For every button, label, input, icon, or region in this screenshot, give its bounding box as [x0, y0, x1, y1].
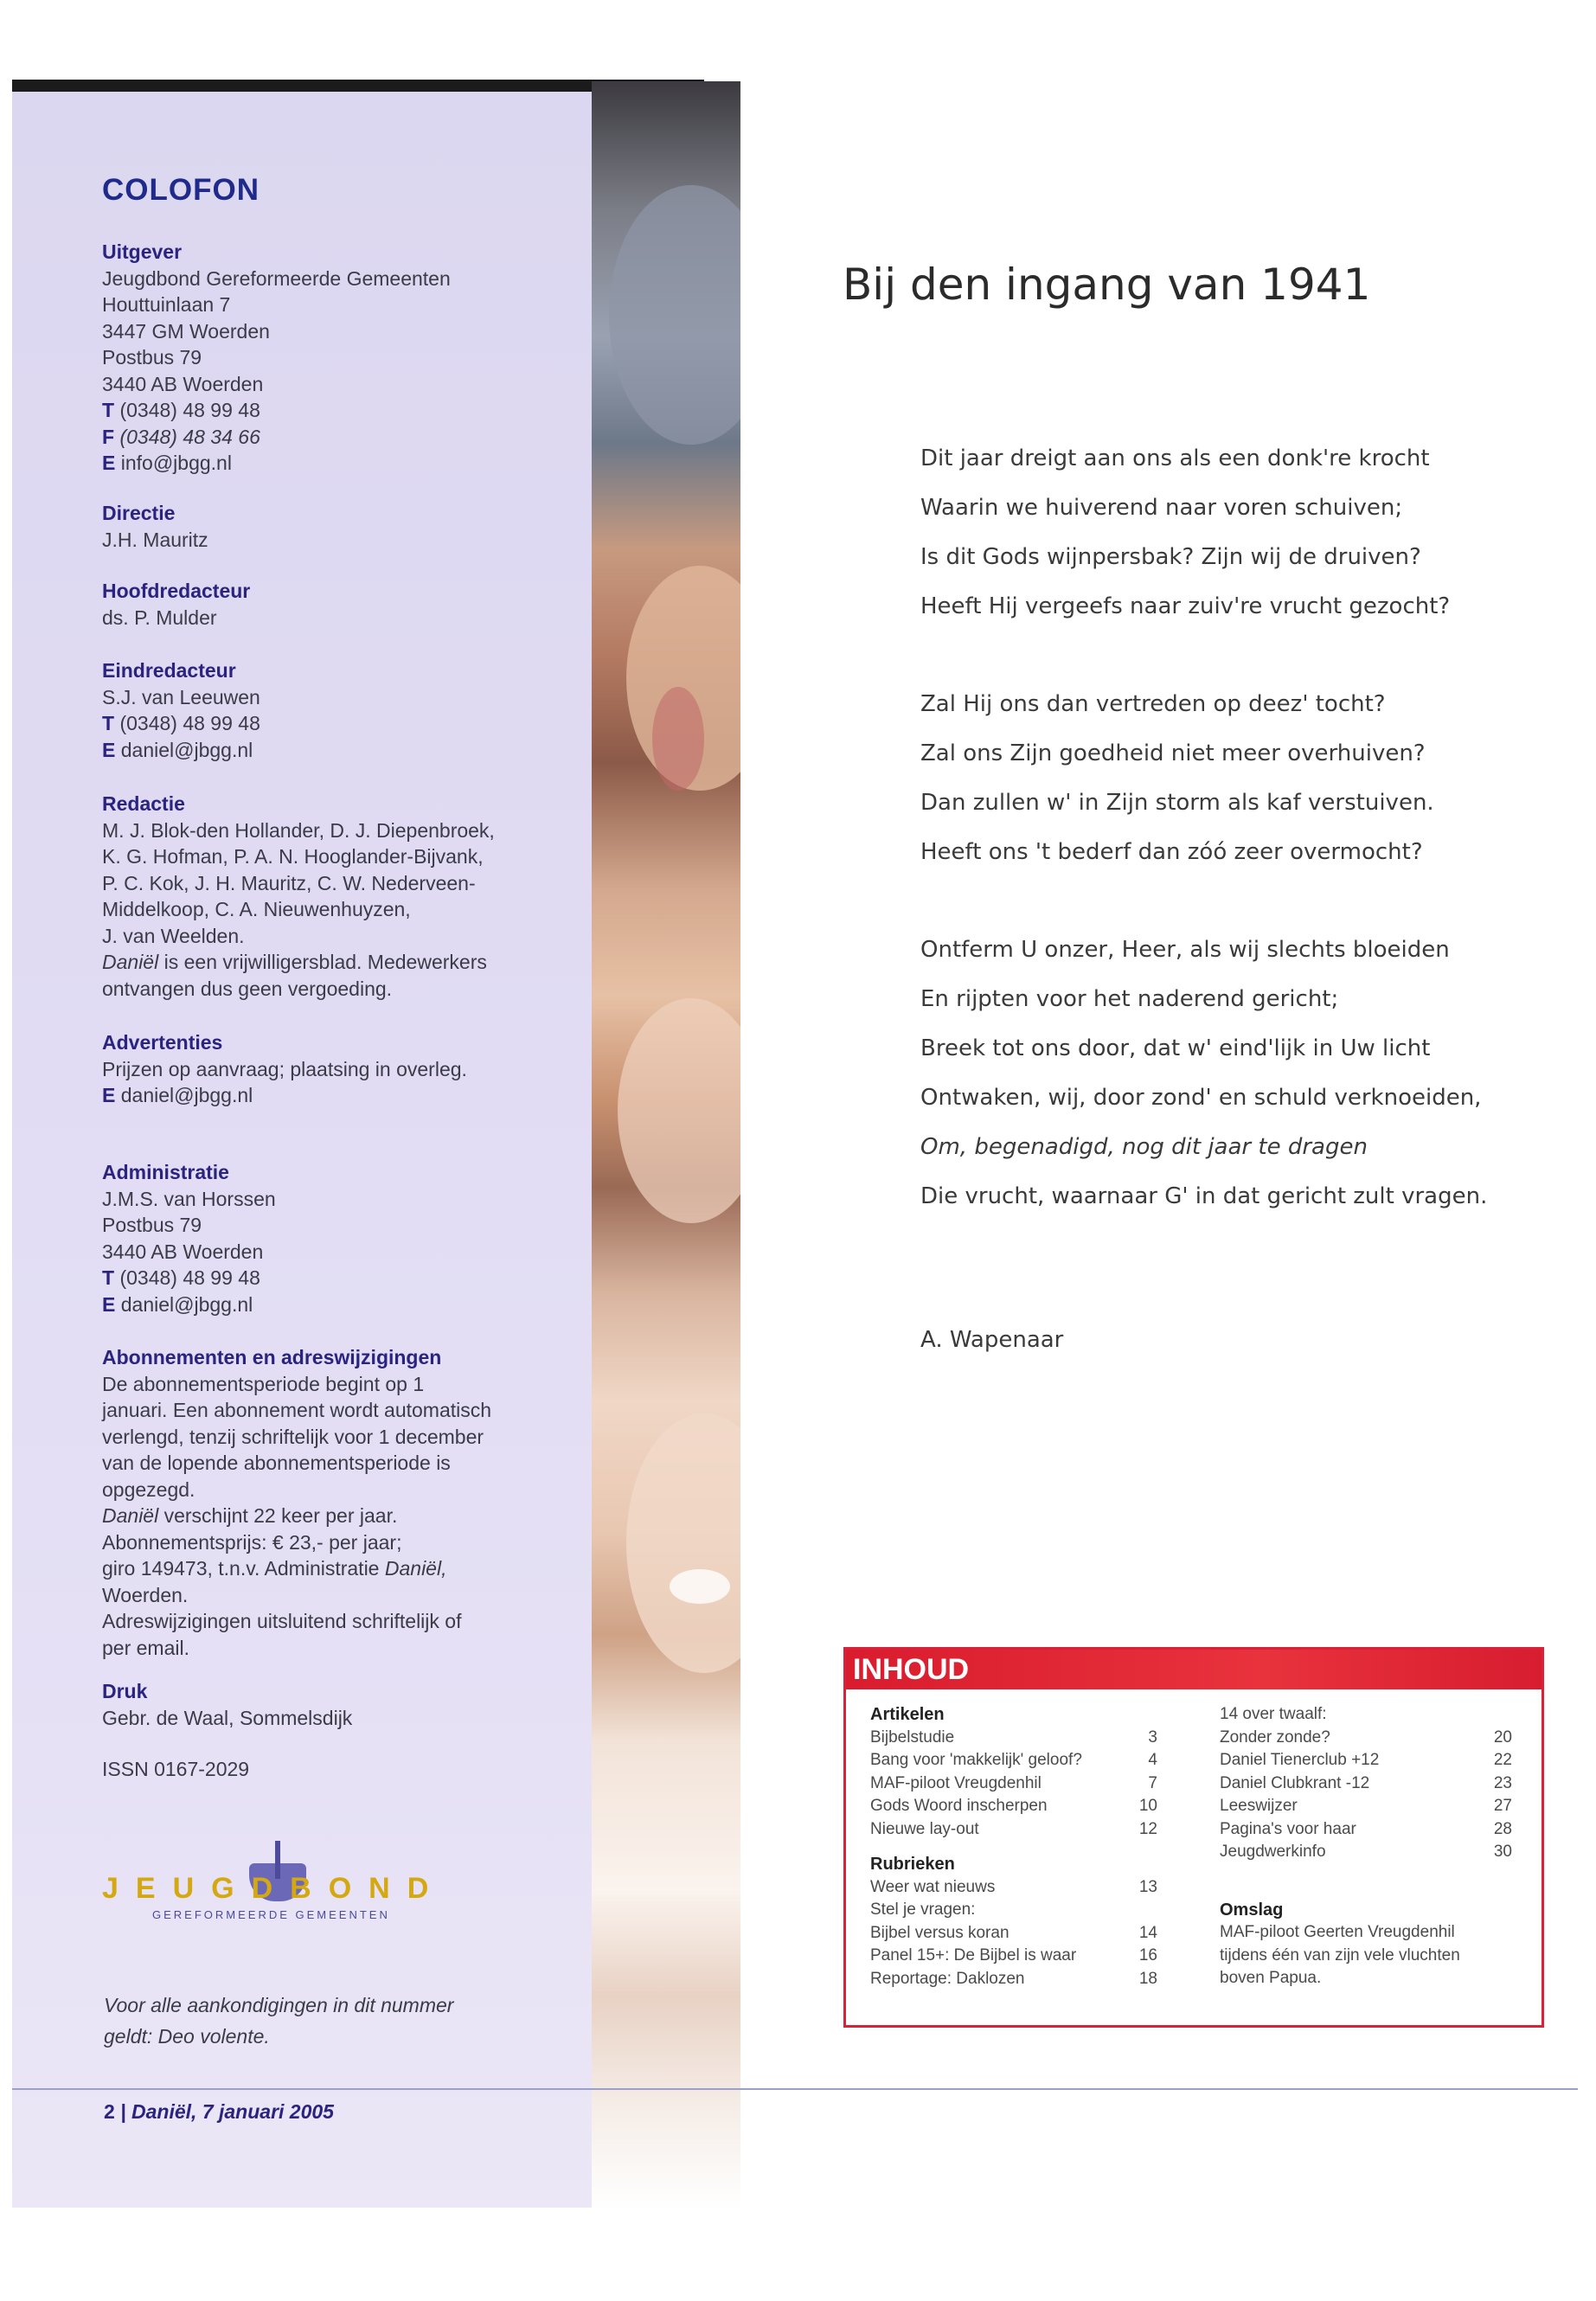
- abonnementen-frequency: [102, 1503, 586, 1529]
- magazine-name: Daniël,: [384, 1557, 447, 1580]
- toc-item[interactable]: [1220, 1841, 1512, 1864]
- email-label: E: [102, 1084, 116, 1106]
- directie-block: [102, 500, 569, 553]
- logo-wordmark: JEUGDBOND: [102, 1872, 446, 1905]
- toc-item-page: 30: [1493, 1843, 1512, 1861]
- advertenties-heading: Advertenties: [102, 1031, 223, 1054]
- hoofdredacteur-block: [102, 578, 569, 631]
- notice-line: Voor alle aankondigingen in dit nummer: [104, 1994, 454, 2016]
- colofon-title: COLOFON: [102, 173, 260, 207]
- phone-number: (0348) 48 99 48: [119, 712, 260, 734]
- abonnementen-line: januari. Een abonnement wordt automatisch: [102, 1399, 492, 1421]
- omslag-line: MAF-piloot Geerten Vreugdenhil: [1220, 1923, 1455, 1941]
- advertenties-text: Prijzen op aanvraag; plaatsing in overleg.: [102, 1057, 467, 1080]
- cover-photo-strip: [592, 81, 740, 2209]
- uitgever-email: [102, 450, 569, 477]
- redactie-line: J. van Weelden.: [102, 924, 245, 947]
- abonnementen-price: Abonnementsprijs: € 23,- per jaar;: [102, 1530, 402, 1554]
- page-folio: [104, 2100, 334, 2124]
- druk-block: [102, 1678, 569, 1731]
- toc-item-label: Pagina's voor haar: [1220, 1819, 1356, 1838]
- poem-title: Bij den ingang van 1941: [843, 260, 1371, 310]
- notice-line: geldt: Deo volente.: [104, 2025, 270, 2048]
- administratie-heading: Administratie: [102, 1161, 229, 1183]
- poem-line: En rijpten voor het naderend gericht;: [920, 986, 1339, 1012]
- redactie-line: K. G. Hofman, P. A. N. Hooglander-Bijvank,: [102, 845, 484, 868]
- logo-subtitle: GEREFORMEERDE GEMEENTEN: [152, 1908, 390, 1921]
- toc-item[interactable]: [870, 1772, 1157, 1796]
- redactie-block: [102, 791, 569, 1002]
- toc-item[interactable]: [1220, 1795, 1512, 1818]
- toc-item-label: Bijbel versus koran: [870, 1923, 1010, 1942]
- toc-header: [846, 1650, 1542, 1689]
- eindredacteur-email: [102, 737, 569, 764]
- toc-item-label: Zonder zonde?: [1220, 1727, 1330, 1747]
- phone-number: (0348) 48 99 48: [119, 1266, 260, 1289]
- fax-number: (0348) 48 34 66: [119, 425, 260, 448]
- toc-item-label: Reportage: Daklozen: [870, 1969, 1025, 1988]
- toc-item-label: MAF-piloot Vreugdenhil: [870, 1773, 1042, 1792]
- email-label: E: [102, 452, 116, 474]
- magazine-name: Daniël: [102, 951, 159, 973]
- toc-section-heading: Omslag: [1220, 1900, 1284, 1920]
- toc-item-page: 12: [1138, 1819, 1157, 1838]
- eindredacteur-phone: [102, 710, 569, 737]
- toc-item-label: Panel 15+: De Bijbel is waar: [870, 1946, 1077, 1965]
- administratie-line: 3440 AB Woerden: [102, 1240, 264, 1263]
- poem-line: Die vrucht, waarnaar G' in dat gericht zult vragen.: [920, 1183, 1488, 1209]
- toc-item-label: Bijbelstudie: [870, 1727, 955, 1747]
- toc-item-page: 7: [1148, 1773, 1157, 1792]
- toc-item[interactable]: [870, 1876, 1157, 1900]
- toc-item-page: 23: [1493, 1773, 1512, 1792]
- redactie-heading: Redactie: [102, 792, 185, 815]
- poem-line: Is dit Gods wijnpersbak? Zijn wij de druiven?: [920, 544, 1421, 570]
- toc-item-label: Bang voor 'makkelijk' geloof?: [870, 1751, 1082, 1769]
- email-label: E: [102, 738, 116, 761]
- abonnementen-line: Adreswijzigingen uitsluitend schriftelijk of: [102, 1610, 462, 1632]
- redactie-line: P. C. Kok, J. H. Mauritz, C. W. Nederveen-: [102, 871, 476, 894]
- toc-item[interactable]: [870, 1727, 1157, 1750]
- toc-item-page: 28: [1493, 1819, 1512, 1838]
- uitgever-line: Jeugdbond Gereformeerde Gemeenten: [102, 266, 451, 290]
- toc-item-page: 20: [1493, 1727, 1512, 1747]
- toc-section-heading: Artikelen: [870, 1705, 945, 1724]
- redactie-line: M. J. Blok-den Hollander, D. J. Diepenbroek,: [102, 818, 495, 842]
- toc-item[interactable]: [870, 1945, 1157, 1968]
- toc-item[interactable]: [1220, 1727, 1512, 1750]
- phone-label: T: [102, 712, 115, 734]
- directie-heading: Directie: [102, 502, 176, 524]
- toc-right-column: [1220, 1703, 1512, 1990]
- magazine-name: Daniël: [102, 1504, 159, 1527]
- poem-stanza: [920, 434, 1450, 631]
- phone-number: (0348) 48 99 48: [119, 399, 260, 421]
- phone-label: T: [102, 1266, 115, 1289]
- druk-heading: Druk: [102, 1680, 148, 1702]
- issue-date: Daniël, 7 januari 2005: [131, 2100, 334, 2123]
- poem-line: Ontferm U onzer, Heer, als wij slechts bloeiden: [920, 937, 1450, 963]
- toc-item-page: 10: [1138, 1797, 1157, 1815]
- poem-line: Waarin we huiverend naar voren schuiven;: [920, 495, 1403, 521]
- administratie-line: Postbus 79: [102, 1214, 202, 1236]
- toc-item[interactable]: [870, 1818, 1157, 1842]
- poem-line: Zal ons Zijn goedheid niet meer overhuiven?: [920, 740, 1426, 766]
- phone-label: T: [102, 399, 115, 421]
- toc-item[interactable]: [1220, 1749, 1512, 1772]
- toc-item-page: 14: [1138, 1923, 1157, 1942]
- deo-volente-notice: [104, 1990, 554, 2052]
- uitgever-line: Houttuinlaan 7: [102, 293, 231, 316]
- abonnementen-line: Woerden.: [102, 1583, 189, 1606]
- giro-text: giro 149473, t.n.v. Administratie: [102, 1557, 385, 1580]
- toc-item[interactable]: [870, 1795, 1157, 1818]
- abonnementen-block: [102, 1344, 586, 1661]
- toc-item-label: 14 over twaalf:: [1220, 1705, 1327, 1723]
- poem-line: Dit jaar dreigt aan ons als een donk're krocht: [920, 445, 1430, 471]
- toc-item[interactable]: [1220, 1703, 1512, 1727]
- toc-item-label: Stel je vragen:: [870, 1900, 976, 1919]
- poem-author: A. Wapenaar: [920, 1327, 1064, 1353]
- email-label: E: [102, 1292, 116, 1316]
- abonnementen-line: per email.: [102, 1636, 189, 1659]
- toc-item[interactable]: [870, 1899, 1157, 1922]
- directie-name: J.H. Mauritz: [102, 528, 208, 551]
- abonnementen-line: De abonnementsperiode begint op 1: [102, 1372, 425, 1395]
- poem-stanza: [920, 926, 1487, 1221]
- issn: ISSN 0167-2029: [102, 1758, 250, 1780]
- email-link[interactable]: info@jbgg.nl: [120, 452, 232, 474]
- poem-line: Om, begenadigd, nog dit jaar te dragen: [920, 1134, 1368, 1160]
- table-of-contents: [843, 1647, 1544, 2028]
- abonnementen-giro: [102, 1555, 586, 1582]
- note-text: is een vrijwilligersblad. Medewerkers: [158, 951, 487, 973]
- uitgever-line: Postbus 79: [102, 346, 202, 369]
- toc-item[interactable]: [870, 1922, 1157, 1945]
- toc-item-page: 27: [1493, 1797, 1512, 1815]
- abonnementen-line: opgezegd.: [102, 1477, 195, 1501]
- administratie-block: [102, 1159, 569, 1317]
- frequency-text: verschijnt 22 keer per jaar.: [158, 1504, 398, 1527]
- toc-item-page: 13: [1138, 1877, 1157, 1896]
- email-link[interactable]: daniel@jbgg.nl: [120, 738, 253, 761]
- poem-line: Zal Hij ons dan vertreden op deez' tocht?: [920, 691, 1386, 717]
- email-link[interactable]: daniel@jbgg.nl: [120, 1292, 253, 1316]
- uitgever-phone: [102, 397, 569, 424]
- email-link[interactable]: daniel@jbgg.nl: [120, 1084, 253, 1106]
- folio-separator: |: [114, 2100, 132, 2123]
- poem-line: Breek tot ons door, dat w' eind'lijk in Uw licht: [920, 1035, 1431, 1061]
- toc-item-label: Daniel Clubkrant -12: [1220, 1773, 1370, 1792]
- toc-section-heading: Rubrieken: [870, 1855, 955, 1874]
- abonnementen-line: verlengd, tenzij schriftelijk voor 1 december: [102, 1425, 484, 1448]
- advertenties-block: [102, 1029, 569, 1109]
- toc-left-column: [870, 1703, 1157, 1990]
- uitgever-block: [102, 239, 569, 477]
- poem-line: Dan zullen w' in Zijn storm als kaf verstuiven.: [920, 790, 1434, 816]
- administratie-phone: [102, 1265, 569, 1292]
- eindredacteur-heading: Eindredacteur: [102, 659, 236, 682]
- toc-item-page: 3: [1148, 1727, 1157, 1747]
- toc-item[interactable]: [870, 1968, 1157, 1991]
- toc-item-label: Jeugdwerkinfo: [1220, 1843, 1326, 1861]
- toc-item-label: Leeswijzer: [1220, 1797, 1298, 1815]
- redactie-note: [102, 949, 569, 976]
- administratie-line: J.M.S. van Horssen: [102, 1187, 276, 1210]
- uitgever-line: 3440 AB Woerden: [102, 372, 264, 395]
- eindredacteur-block: [102, 657, 569, 763]
- uitgever-fax: [102, 424, 569, 451]
- redactie-note-2: ontvangen dus geen vergoeding.: [102, 977, 393, 1000]
- uitgever-heading: Uitgever: [102, 240, 183, 263]
- toc-item-page: 18: [1138, 1969, 1157, 1988]
- abonnementen-line: van de lopende abonnementsperiode is: [102, 1452, 451, 1474]
- jeugdbond-logo: [102, 1841, 483, 1919]
- toc-item-label: Gods Woord inscherpen: [870, 1797, 1048, 1815]
- hoofdredacteur-heading: Hoofdredacteur: [102, 580, 251, 602]
- administratie-email: [102, 1292, 569, 1318]
- druk-text: Gebr. de Waal, Sommelsdijk: [102, 1706, 353, 1729]
- toc-item[interactable]: [1220, 1772, 1512, 1796]
- eindredacteur-name: S.J. van Leeuwen: [102, 685, 260, 708]
- toc-title: INHOUD: [853, 1653, 970, 1686]
- poem-line: Heeft ons 't bederf dan zóó zeer overmocht?: [920, 839, 1423, 865]
- omslag-line: tijdens één van zijn vele vluchten: [1220, 1945, 1460, 1965]
- toc-item-label: Nieuwe lay-out: [870, 1819, 979, 1838]
- page-number: 2: [104, 2100, 115, 2123]
- toc-item-label: Daniel Tienerclub +12: [1220, 1751, 1380, 1769]
- abonnementen-heading: Abonnementen en adreswijzigingen: [102, 1346, 442, 1368]
- advertenties-email: [102, 1082, 569, 1109]
- toc-item-page: 4: [1148, 1751, 1157, 1769]
- fax-label: F: [102, 425, 115, 448]
- poem-line: Ontwaken, wij, door zond' en schuld verknoeiden,: [920, 1085, 1482, 1111]
- poem-stanza: [920, 680, 1434, 877]
- redactie-line: Middelkoop, C. A. Nieuwenhuyzen,: [102, 898, 411, 920]
- toc-item[interactable]: [1220, 1818, 1512, 1842]
- poem-line: Heeft Hij vergeefs naar zuiv're vrucht gezocht?: [920, 593, 1451, 619]
- toc-item-page: 16: [1138, 1946, 1157, 1965]
- toc-item-label: Weer wat nieuws: [870, 1877, 996, 1896]
- omslag-line: boven Papua.: [1220, 1969, 1322, 1987]
- toc-item[interactable]: [870, 1749, 1157, 1772]
- uitgever-line: 3447 GM Woerden: [102, 319, 270, 343]
- footer-rule: [12, 2088, 1578, 2090]
- hoofdredacteur-name: ds. P. Mulder: [102, 606, 217, 629]
- toc-item-page: 22: [1493, 1751, 1512, 1769]
